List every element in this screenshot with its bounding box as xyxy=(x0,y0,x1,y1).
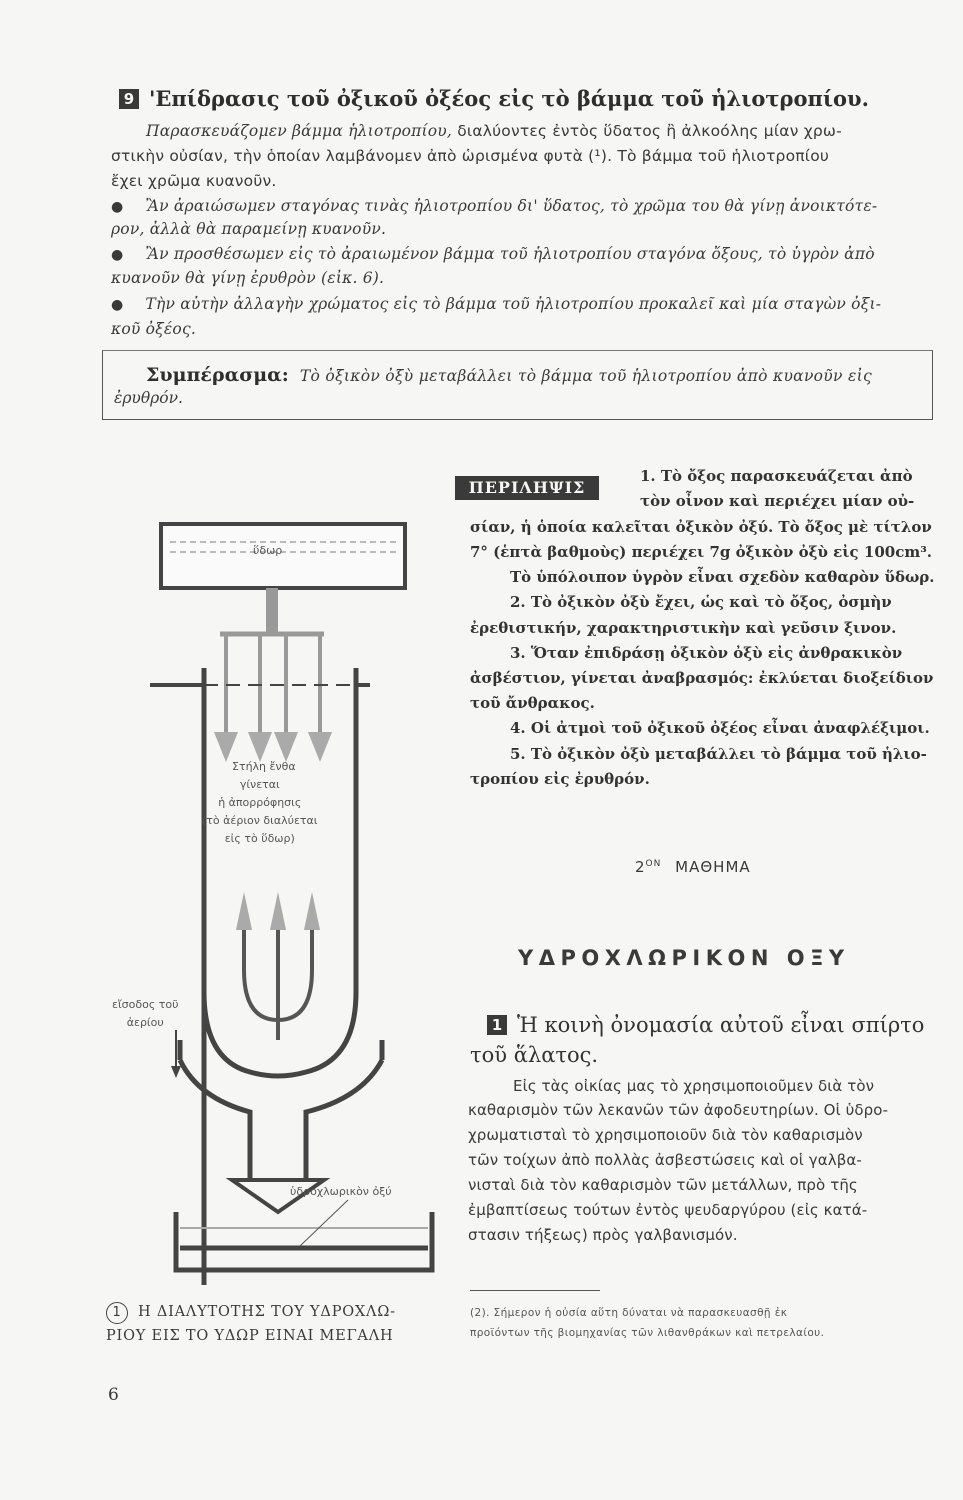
section-number: 9 xyxy=(119,89,139,109)
figure-caption-cont: ΡΙΟΥ ΕΙΣ ΤΟ ΥΔΩΡ ΕΙΝΑΙ ΜΕΓΑΛΗ xyxy=(106,1328,394,1344)
summary-line: 7° (ἑπτὰ βαθμοὺς) περιέχει 7g ὀξικὸν ὀξὺ εἰς 100cm³. xyxy=(470,543,933,561)
column-label: Στήλη ἔνθα γίνεται ἡ ἀπορρόφησις (τὸ ἀέριον διαλύεται εἰς τὸ ὕδωρ) xyxy=(202,760,318,845)
summary-line: ἐρεθιστικήν, χαρακτηριστικὴν καὶ γεῦσιν ξινον. xyxy=(470,619,897,637)
acid-label: ὑδροχλωρικὸν ὀξύ xyxy=(290,1185,392,1198)
footnote-line: (2). Σήμερον ἡ οὐσία αὕτη δύναται νὰ παρασκευασθῇ ἐκ xyxy=(470,1307,788,1319)
figure-number: 1 xyxy=(106,1302,128,1324)
page-number: 6 xyxy=(108,1385,119,1405)
intro-line-1: Παρασκευάζομεν βάμμα ἡλιοτροπίου, διαλύοντες ἐντὸς ὕδατος ἢ ἀλκοόλης μίαν χρω- xyxy=(146,122,842,140)
figure-caption: 1 Η ΔΙΑΛΥΤΟΤΗΣ ΤΟΥ ΥΔΡΟΧΛΩ- xyxy=(106,1302,396,1324)
bullet-line-cont: κυανοῦν θὰ γίνῃ ἐρυθρὸν (εἰκ. 6). xyxy=(111,269,385,287)
bullet-icon: ● xyxy=(111,199,124,215)
conclusion-label: Συμπέρασμα: xyxy=(146,364,289,386)
summary-line: 3. Ὅταν ἐπιδράσῃ ὀξικὸν ὀξὺ εἰς ἀνθρακικὸν xyxy=(510,644,903,662)
bullet-line-cont: ρον, ἀλλὰ θὰ παραμείνῃ κυανοῦν. xyxy=(111,220,387,238)
section2-line: καθαρισμὸν τῶν λεκανῶν τῶν ἀφοδευτηρίων. Οἱ ὑδρο- xyxy=(468,1101,889,1119)
summary-line: ἀσβέστιον, γίνεται ἀναβρασμός: ἐκλύεται διοξείδιον xyxy=(470,669,934,687)
section2-line: χρωματισταὶ τὸ χρησιμοποιοῦν διὰ τὸν καθαρισμὸν xyxy=(468,1126,863,1144)
summary-line: τὸν οἶνον καὶ περιέχει μίαν οὐ- xyxy=(640,492,915,510)
summary-line: 2. Τὸ ὀξικὸν ὀξὺ ἔχει, ὡς καὶ τὸ ὄξος, ὀσμὴν xyxy=(510,593,892,611)
conclusion-line-2: ἐρυθρόν. xyxy=(114,389,183,407)
summary-line: 4. Οἱ ἀτμοὶ τοῦ ὀξικοῦ ὀξέος εἶναι ἀναφλέξιμοι. xyxy=(510,719,930,737)
bullet-icon: ● xyxy=(111,247,124,263)
section2-heading-cont: τοῦ ἅλατος. xyxy=(470,1043,599,1067)
bullet-icon: ● xyxy=(111,297,124,313)
section-heading xyxy=(119,86,869,111)
summary-line: τοῦ ἄνθρακος. xyxy=(470,694,595,712)
chapter-title: ΥΔΡΟΧΛΩΡΙΚΟΝ ΟΞΥ xyxy=(518,946,850,970)
section2-heading: 1 Ἡ κοινὴ ὀνομασία αὐτοῦ εἶναι σπίρτο xyxy=(487,1013,924,1037)
summary-line: σίαν, ἡ ὁποία καλεῖται ὀξικὸν ὀξύ. Τὸ ὄξος μὲ τίτλον xyxy=(470,518,932,536)
bullet-line: ● Ἂν προσθέσωμεν εἰς τὸ ἀραιωμένον βάμμα τοῦ ἡλιοτροπίου σταγόνα ὄξους, τὸ ὑγρὸν ἀπὸ xyxy=(111,245,875,263)
water-label: ὕδωρ xyxy=(253,544,283,557)
section2-line: ἐμβαπτίσεως τούτων ἐντὸς ψευδαργύρου (εἰς κατά- xyxy=(468,1201,868,1219)
gas-inlet-label: εἴσοδος τοῦ ἀερίου xyxy=(112,998,179,1029)
summary-line: 5. Τὸ ὀξικὸν ὀξὺ μεταβάλλει τὸ βάμμα τοῦ ἡλιο- xyxy=(510,745,927,763)
lesson-heading: $2^{ON}$ ΜΑΘΗΜΑ xyxy=(635,858,751,876)
conclusion-line-1: Συμπέρασμα: Τὸ ὀξικὸν ὀξὺ μεταβάλλει τὸ βάμμα τοῦ ἡλιοτροπίου ἀπὸ κυανοῦν εἰς xyxy=(146,364,872,386)
summary-line: τροπίου εἰς ἐρυθρόν. xyxy=(470,770,650,788)
intro-line-3: ἔχει χρῶμα κυανοῦν. xyxy=(111,172,277,190)
section2-line: τῶν τοίχων ἀπὸ πολλὰς ἀσβεστώσεις καὶ οἱ γαλβα- xyxy=(468,1151,862,1169)
intro-line-2: στικὴν οὐσίαν, τὴν ὁποίαν λαμβάνομεν ἀπὸ ὡρισμένα φυτὰ (¹). Τὸ βάμμα τοῦ ἡλιοτροπίου xyxy=(111,147,830,165)
section2-line: στασιν τήξεως) πρὸς γαλβανισμόν. xyxy=(468,1226,738,1244)
section2-number: 1 xyxy=(487,1015,507,1035)
summary-line: 1. Τὸ ὄξος παρασκευάζεται ἀπὸ xyxy=(640,467,913,485)
section2-line: Εἰς τὰς οἰκίας μας τὸ χρησιμοποιοῦμεν διὰ τὸν xyxy=(513,1077,875,1095)
summary-badge: ΠΕΡΙΛΗΨΙΣ xyxy=(455,476,599,500)
absorption-apparatus-diagram xyxy=(100,500,450,1285)
bullet-line: ● Τὴν αὐτὴν ἀλλαγὴν χρώματος εἰς τὸ βάμμα τοῦ ἡλιοτροπίου προκαλεῖ καὶ μία σταγὼν ὀξι- xyxy=(111,295,882,313)
bullet-line: ● Ἂν ἀραιώσωμεν σταγόνας τινὰς ἡλιοτροπίου δι' ὕδατος, τὸ χρῶμα του θὰ γίνῃ ἀνοικτότε- xyxy=(111,197,878,215)
summary-line: Τὸ ὑπόλοιπον ὑγρὸν εἶναι σχεδὸν καθαρὸν ὕδωρ. xyxy=(510,568,935,586)
footnote-rule xyxy=(470,1290,600,1291)
bullet-line-cont: κοῦ ὀξέος. xyxy=(111,320,196,338)
section-title: 'Επίδρασις τοῦ ὀξικοῦ ὀξέος εἰς τὸ βάμμα τοῦ ἡλιοτροπίου. xyxy=(149,86,869,111)
section2-line: νισταὶ διὰ τὸν καθαρισμὸν τῶν μετάλλων, πρὸ τῆς xyxy=(468,1176,858,1194)
footnote-line: προϊόντων τῆς βιομηχανίας τῶν λιθανθράκων καὶ πετρελαίου. xyxy=(470,1327,825,1339)
